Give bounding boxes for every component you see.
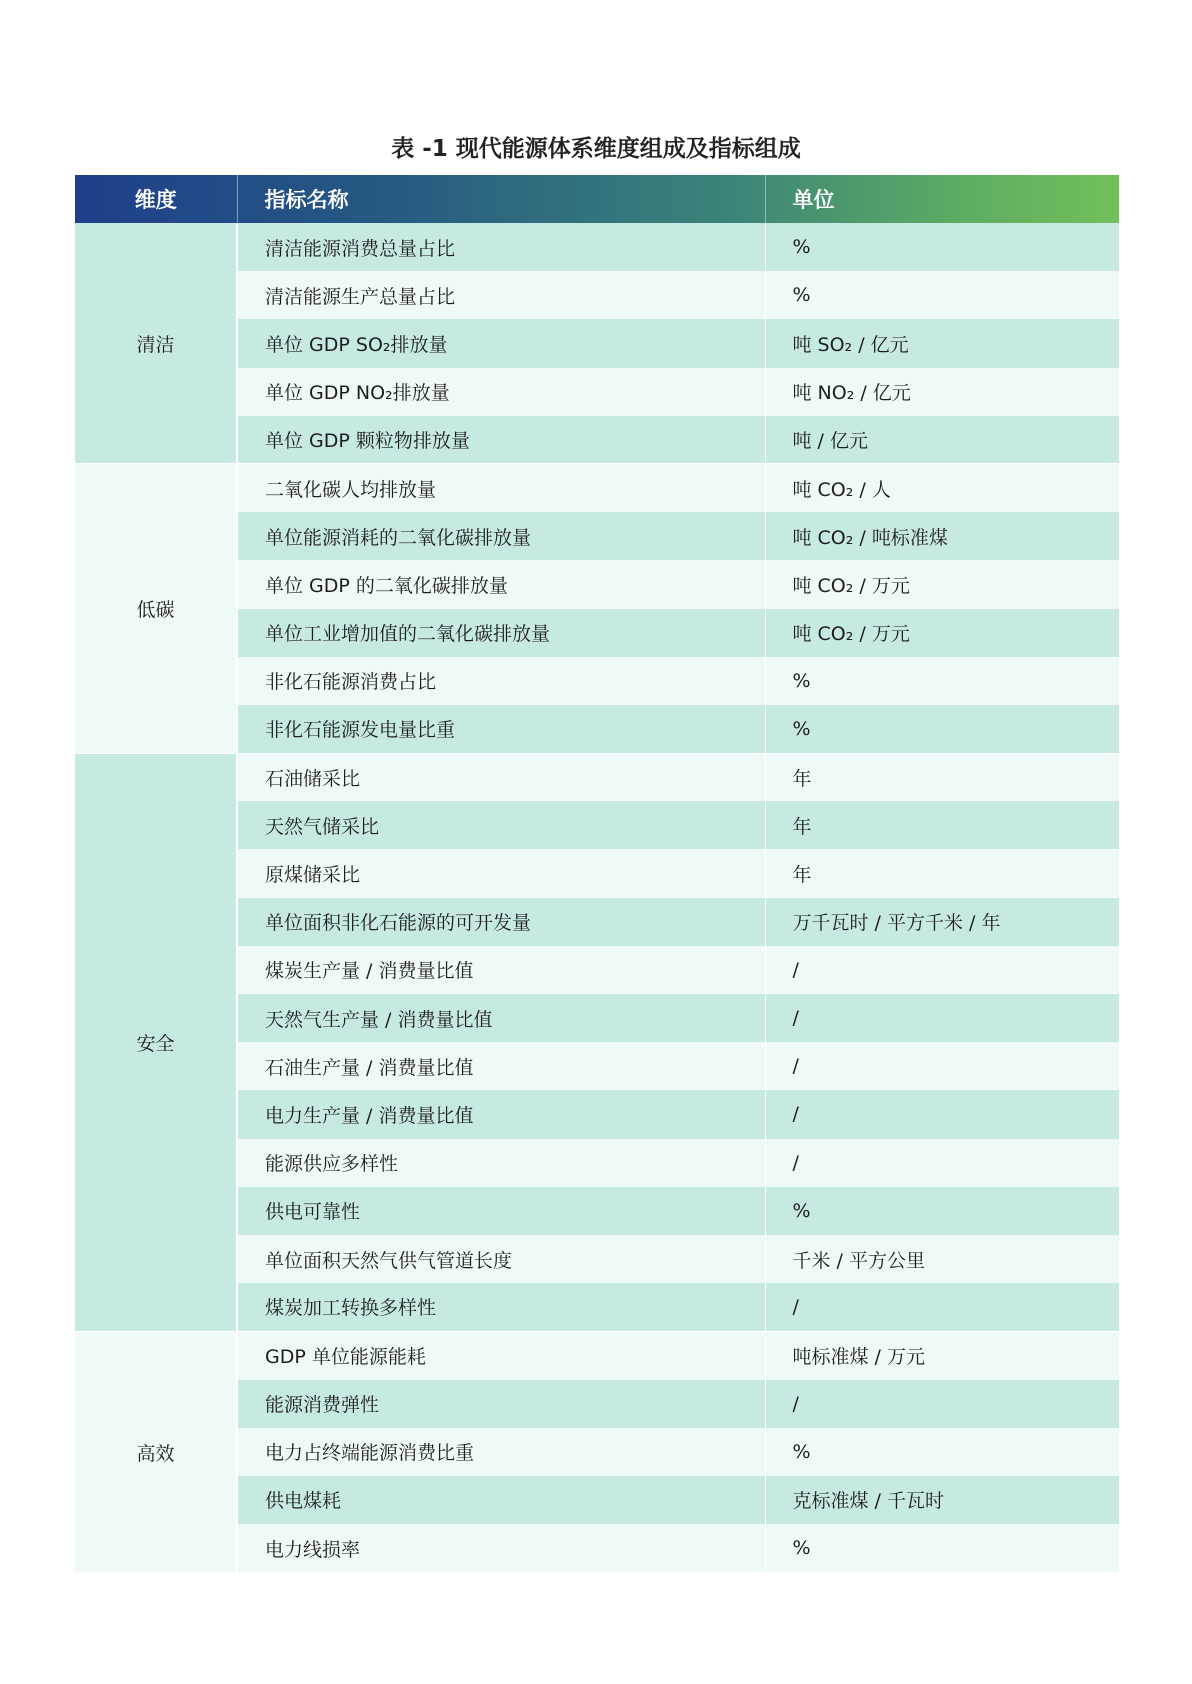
dimension-cell: 安全 — [75, 753, 237, 1331]
indicator-name-cell: 二氧化碳人均排放量 — [237, 464, 765, 512]
indicator-name-cell: 能源消费弹性 — [237, 1380, 765, 1428]
unit-cell: % — [765, 1428, 1119, 1476]
dimension-cell: 高效 — [75, 1331, 237, 1572]
indicator-name-cell: 非化石能源发电量比重 — [237, 705, 765, 753]
indicator-name-cell: 单位 GDP NO₂排放量 — [237, 368, 765, 416]
unit-cell: / — [765, 1090, 1119, 1138]
unit-cell: 吨 NO₂ / 亿元 — [765, 368, 1119, 416]
indicator-name-cell: 单位 GDP SO₂排放量 — [237, 319, 765, 367]
unit-cell: 千米 / 平方公里 — [765, 1235, 1119, 1283]
indicator-name-cell: 能源供应多样性 — [237, 1139, 765, 1187]
indicator-name-cell: 天然气生产量 / 消费量比值 — [237, 994, 765, 1042]
unit-cell: 年 — [765, 801, 1119, 849]
indicator-name-cell: 单位面积天然气供气管道长度 — [237, 1235, 765, 1283]
unit-cell: 吨 CO₂ / 吨标准煤 — [765, 512, 1119, 560]
unit-cell: / — [765, 946, 1119, 994]
table-row — [75, 753, 1119, 801]
header-indicator-name: 指标名称 — [237, 175, 765, 223]
table-row — [75, 1331, 1119, 1379]
indicator-name-cell: GDP 单位能源能耗 — [237, 1331, 765, 1379]
indicator-name-cell: 供电可靠性 — [237, 1187, 765, 1235]
dimension-cell: 清洁 — [75, 223, 237, 464]
indicator-name-cell: 单位 GDP 颗粒物排放量 — [237, 416, 765, 464]
indicator-name-cell: 供电煤耗 — [237, 1476, 765, 1524]
header-unit: 单位 — [792, 188, 835, 212]
table-header-row — [75, 175, 1119, 223]
indicator-name-cell: 清洁能源消费总量占比 — [237, 223, 765, 271]
unit-cell: 年 — [765, 849, 1119, 897]
unit-cell: % — [765, 223, 1119, 271]
indicator-name-cell: 单位面积非化石能源的可开发量 — [237, 898, 765, 946]
indicator-name-cell: 单位 GDP 的二氧化碳排放量 — [237, 560, 765, 608]
indicator-name-cell: 清洁能源生产总量占比 — [237, 271, 765, 319]
unit-cell: / — [765, 1042, 1119, 1090]
indicator-name-cell: 煤炭加工转换多样性 — [237, 1283, 765, 1331]
unit-cell: 吨 CO₂ / 万元 — [765, 609, 1119, 657]
indicator-name-cell: 石油储采比 — [237, 753, 765, 801]
unit-cell: % — [765, 271, 1119, 319]
indicator-name-cell: 天然气储采比 — [237, 801, 765, 849]
unit-cell: / — [765, 1139, 1119, 1187]
unit-cell: 吨 / 亿元 — [765, 416, 1119, 464]
indicator-name-cell: 石油生产量 / 消费量比值 — [237, 1042, 765, 1090]
unit-cell: % — [765, 1524, 1119, 1572]
unit-cell: 万千瓦时 / 平方千米 / 年 — [765, 898, 1119, 946]
table-row — [75, 223, 1119, 271]
unit-cell: 吨 CO₂ / 人 — [765, 464, 1119, 512]
unit-cell: 克标准煤 / 千瓦时 — [765, 1476, 1119, 1524]
unit-cell: % — [765, 705, 1119, 753]
indicator-table — [75, 175, 1119, 1572]
unit-cell: / — [765, 1380, 1119, 1428]
indicator-name-cell: 电力线损率 — [237, 1524, 765, 1572]
indicator-name-cell: 非化石能源消费占比 — [237, 657, 765, 705]
table-body — [75, 223, 1119, 1572]
unit-cell: / — [765, 1283, 1119, 1331]
table-row — [75, 464, 1119, 512]
table-title: 表 -1 现代能源体系维度组成及指标组成 — [391, 136, 801, 162]
indicator-name-cell: 电力占终端能源消费比重 — [237, 1428, 765, 1476]
unit-cell: 吨标准煤 / 万元 — [765, 1331, 1119, 1379]
indicator-name-cell: 单位能源消耗的二氧化碳排放量 — [237, 512, 765, 560]
unit-cell: % — [765, 657, 1119, 705]
unit-cell: 吨 SO₂ / 亿元 — [765, 319, 1119, 367]
indicator-name-cell: 煤炭生产量 / 消费量比值 — [237, 946, 765, 994]
unit-cell: 年 — [765, 753, 1119, 801]
indicator-name-cell: 单位工业增加值的二氧化碳排放量 — [237, 609, 765, 657]
header-dimension: 维度 — [75, 175, 237, 223]
indicator-name-cell: 电力生产量 / 消费量比值 — [237, 1090, 765, 1138]
unit-cell: 吨 CO₂ / 万元 — [765, 560, 1119, 608]
dimension-cell: 低碳 — [75, 464, 237, 753]
unit-cell: % — [765, 1187, 1119, 1235]
unit-cell: / — [765, 994, 1119, 1042]
indicator-name-cell: 原煤储采比 — [237, 849, 765, 897]
